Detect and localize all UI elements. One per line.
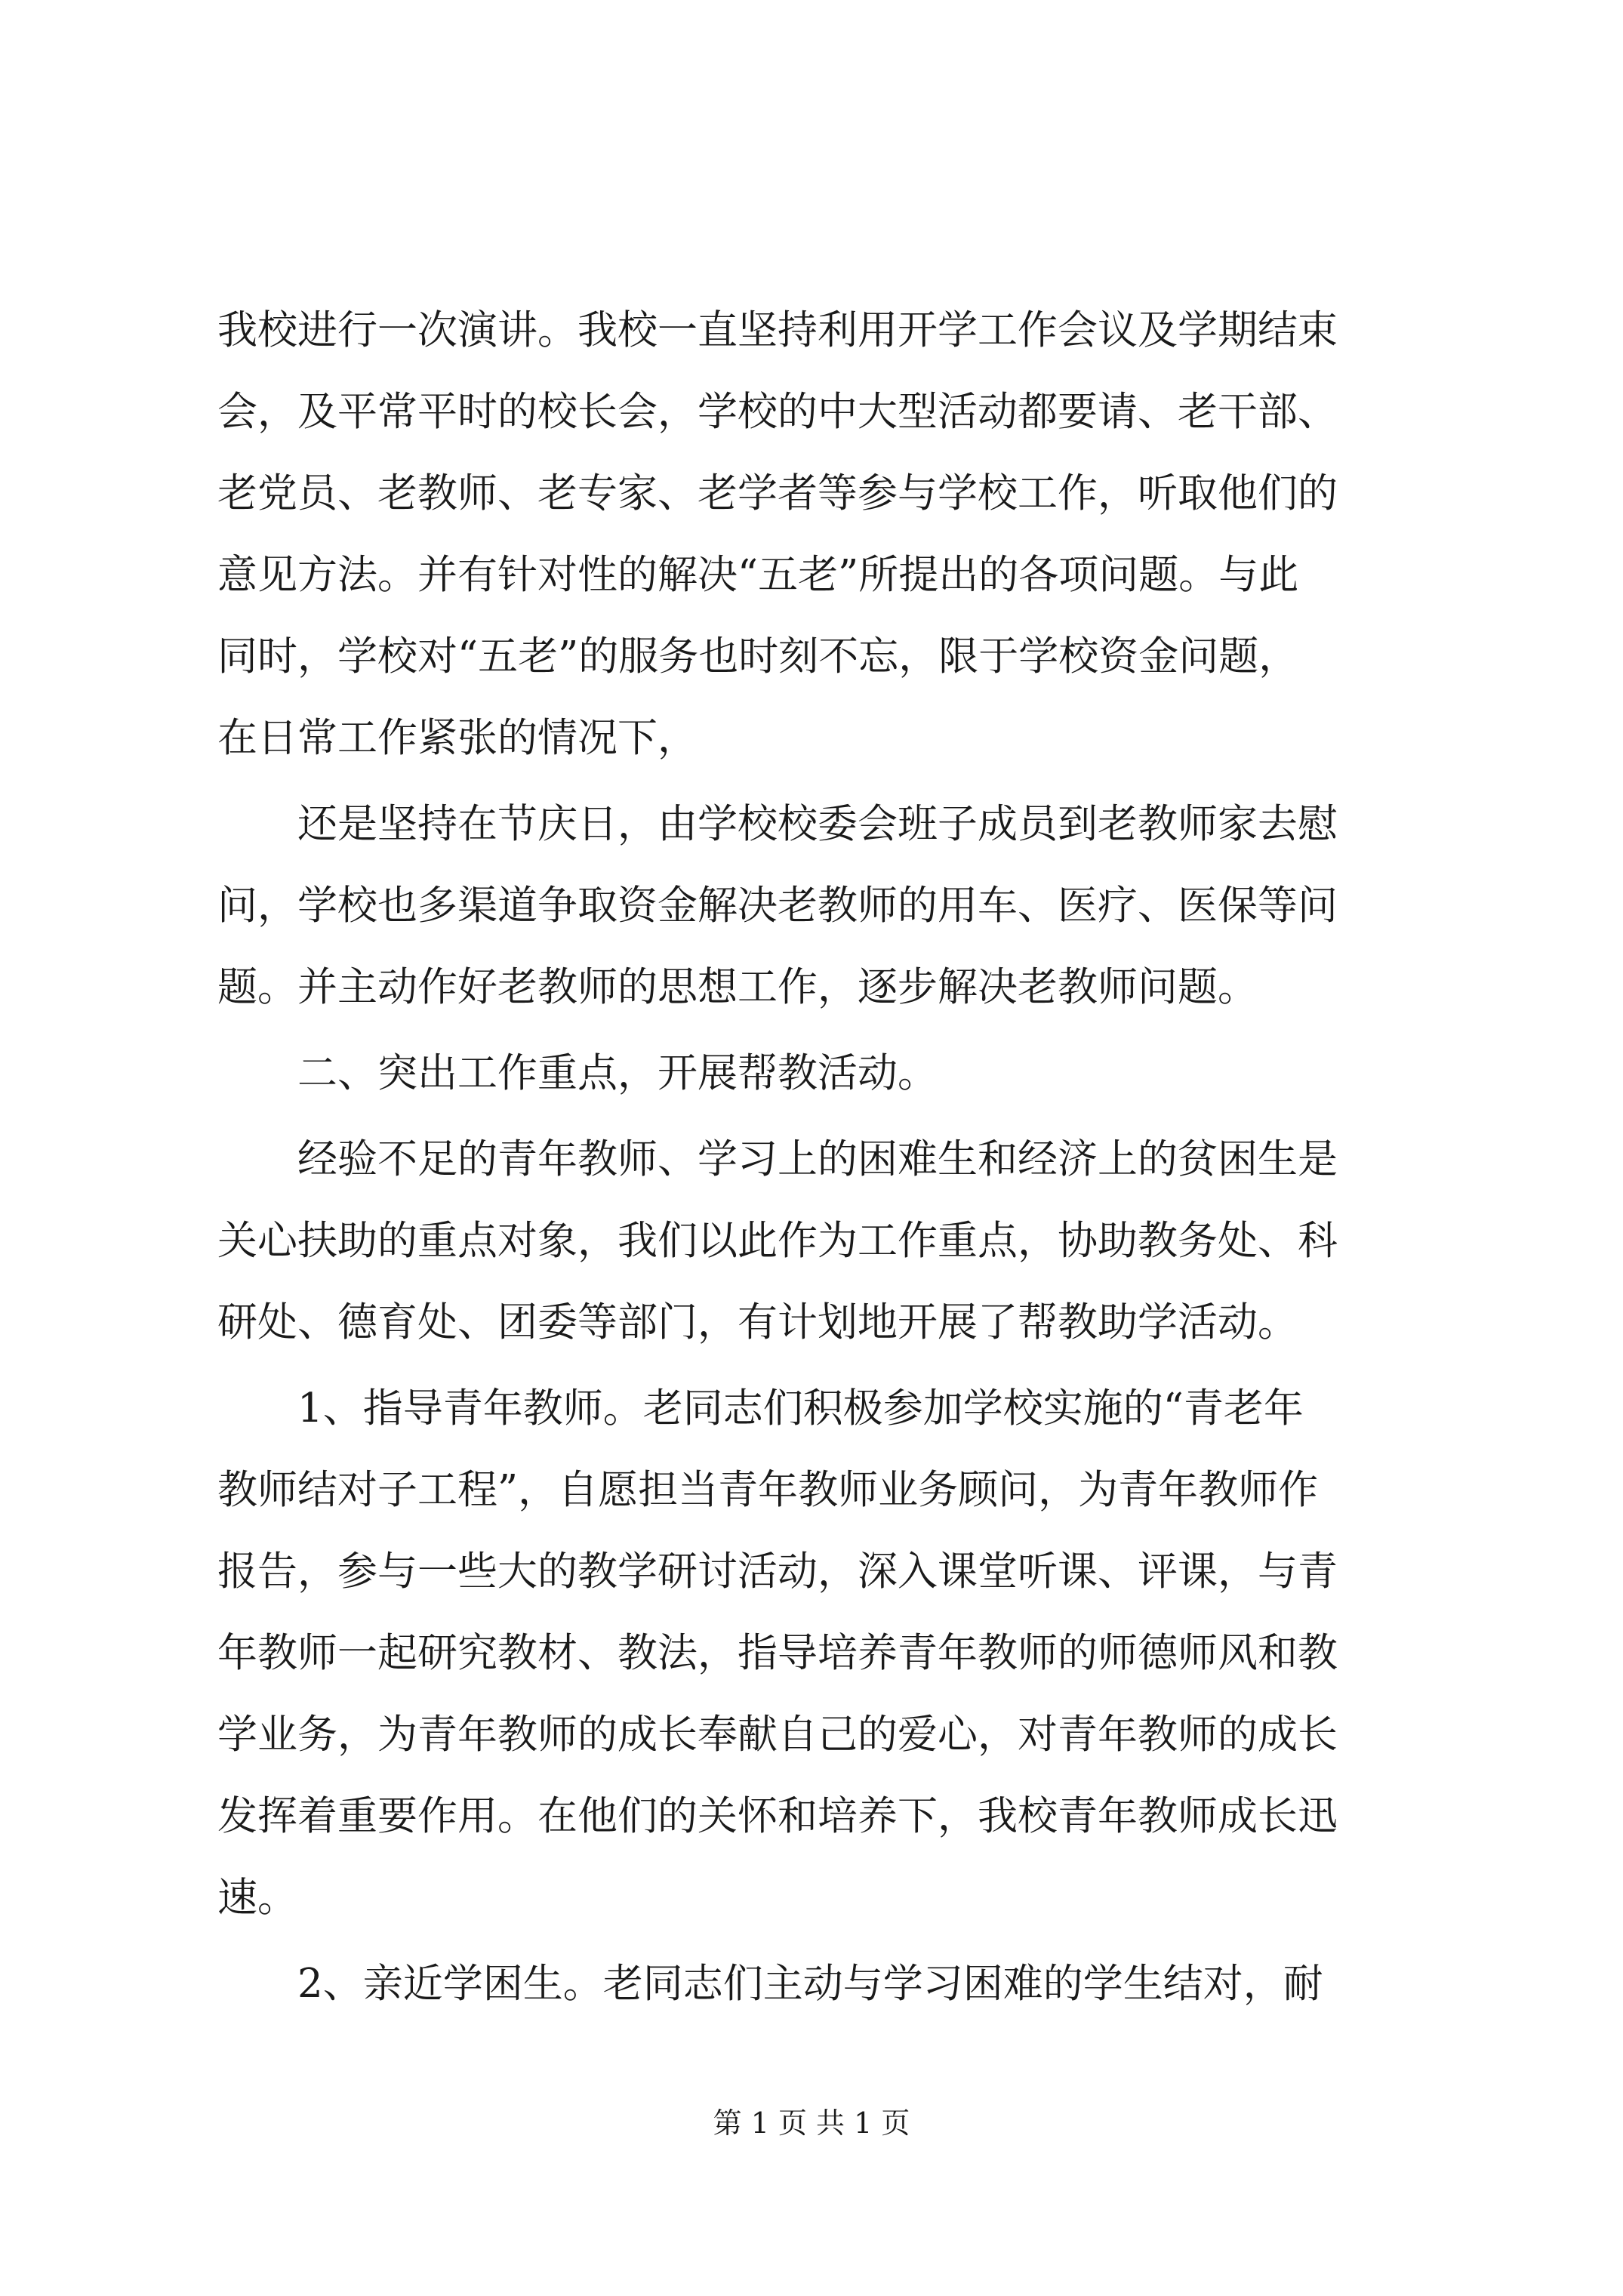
text-line: 意见方法。并有针对性的解决“五老”所提出的各项问题。与此 xyxy=(217,552,1299,598)
text-line: 关心扶助的重点对象，我们以此作为工作重点，协助教务处、科 xyxy=(217,1218,1338,1264)
paragraph-first-line: 还是坚持在节庆日，由学校校委会班子成员到老教师家去慰 xyxy=(297,801,1338,847)
text-line: 学业务，为青年教师的成长奉献自己的爱心，对青年教师的成长 xyxy=(217,1712,1338,1758)
text-line: 年教师一起研究教材、教法，指导培养青年教师的师德师风和教 xyxy=(217,1630,1338,1676)
paragraph-first-line: 2、亲近学困生。老同志们主动与学习困难的学生结对，耐 xyxy=(297,1961,1323,2007)
page-number-footer: 第 1 页 共 1 页 xyxy=(713,2106,910,2140)
text-line: 速。 xyxy=(217,1875,297,1921)
text-line: 发挥着重要作用。在他们的关怀和培养下，我校青年教师成长迅 xyxy=(217,1793,1338,1839)
text-line: 会，及平常平时的校长会，学校的中大型活动都要请、老干部、 xyxy=(217,389,1338,435)
text-line: 老党员、老教师、老专家、老学者等参与学校工作，听取他们的 xyxy=(217,470,1338,516)
paragraph-first-line: 经验不足的青年教师、学习上的困难生和经济上的贫困生是 xyxy=(297,1136,1338,1182)
text-line: 同时，学校对“五老”的服务也时刻不忘，限于学校资金问题， xyxy=(217,633,1299,680)
text-line: 报告，参与一些大的教学研讨活动，深入课堂听课、评课，与青 xyxy=(217,1549,1338,1595)
text-line: 我校进行一次演讲。我校一直坚持利用开学工作会议及学期结束 xyxy=(217,307,1338,353)
text-line: 问，学校也多渠道争取资金解决老教师的用车、医疗、医保等问 xyxy=(217,883,1338,929)
text-line: 在日常工作紧张的情况下， xyxy=(217,715,698,761)
text-line: 题。并主动作好老教师的思想工作，逐步解决老教师问题。 xyxy=(217,964,1258,1010)
text-line: 教师结对子工程”，自愿担当青年教师业务顾问，为青年教师作 xyxy=(217,1467,1319,1513)
text-line: 研处、德育处、团委等部门，有计划地开展了帮教助学活动。 xyxy=(217,1299,1298,1345)
paragraph-first-line: 1、指导青年教师。老同志们积极参加学校实施的“青老年 xyxy=(297,1385,1304,1432)
section-heading: 二、突出工作重点，开展帮教活动。 xyxy=(297,1050,938,1096)
